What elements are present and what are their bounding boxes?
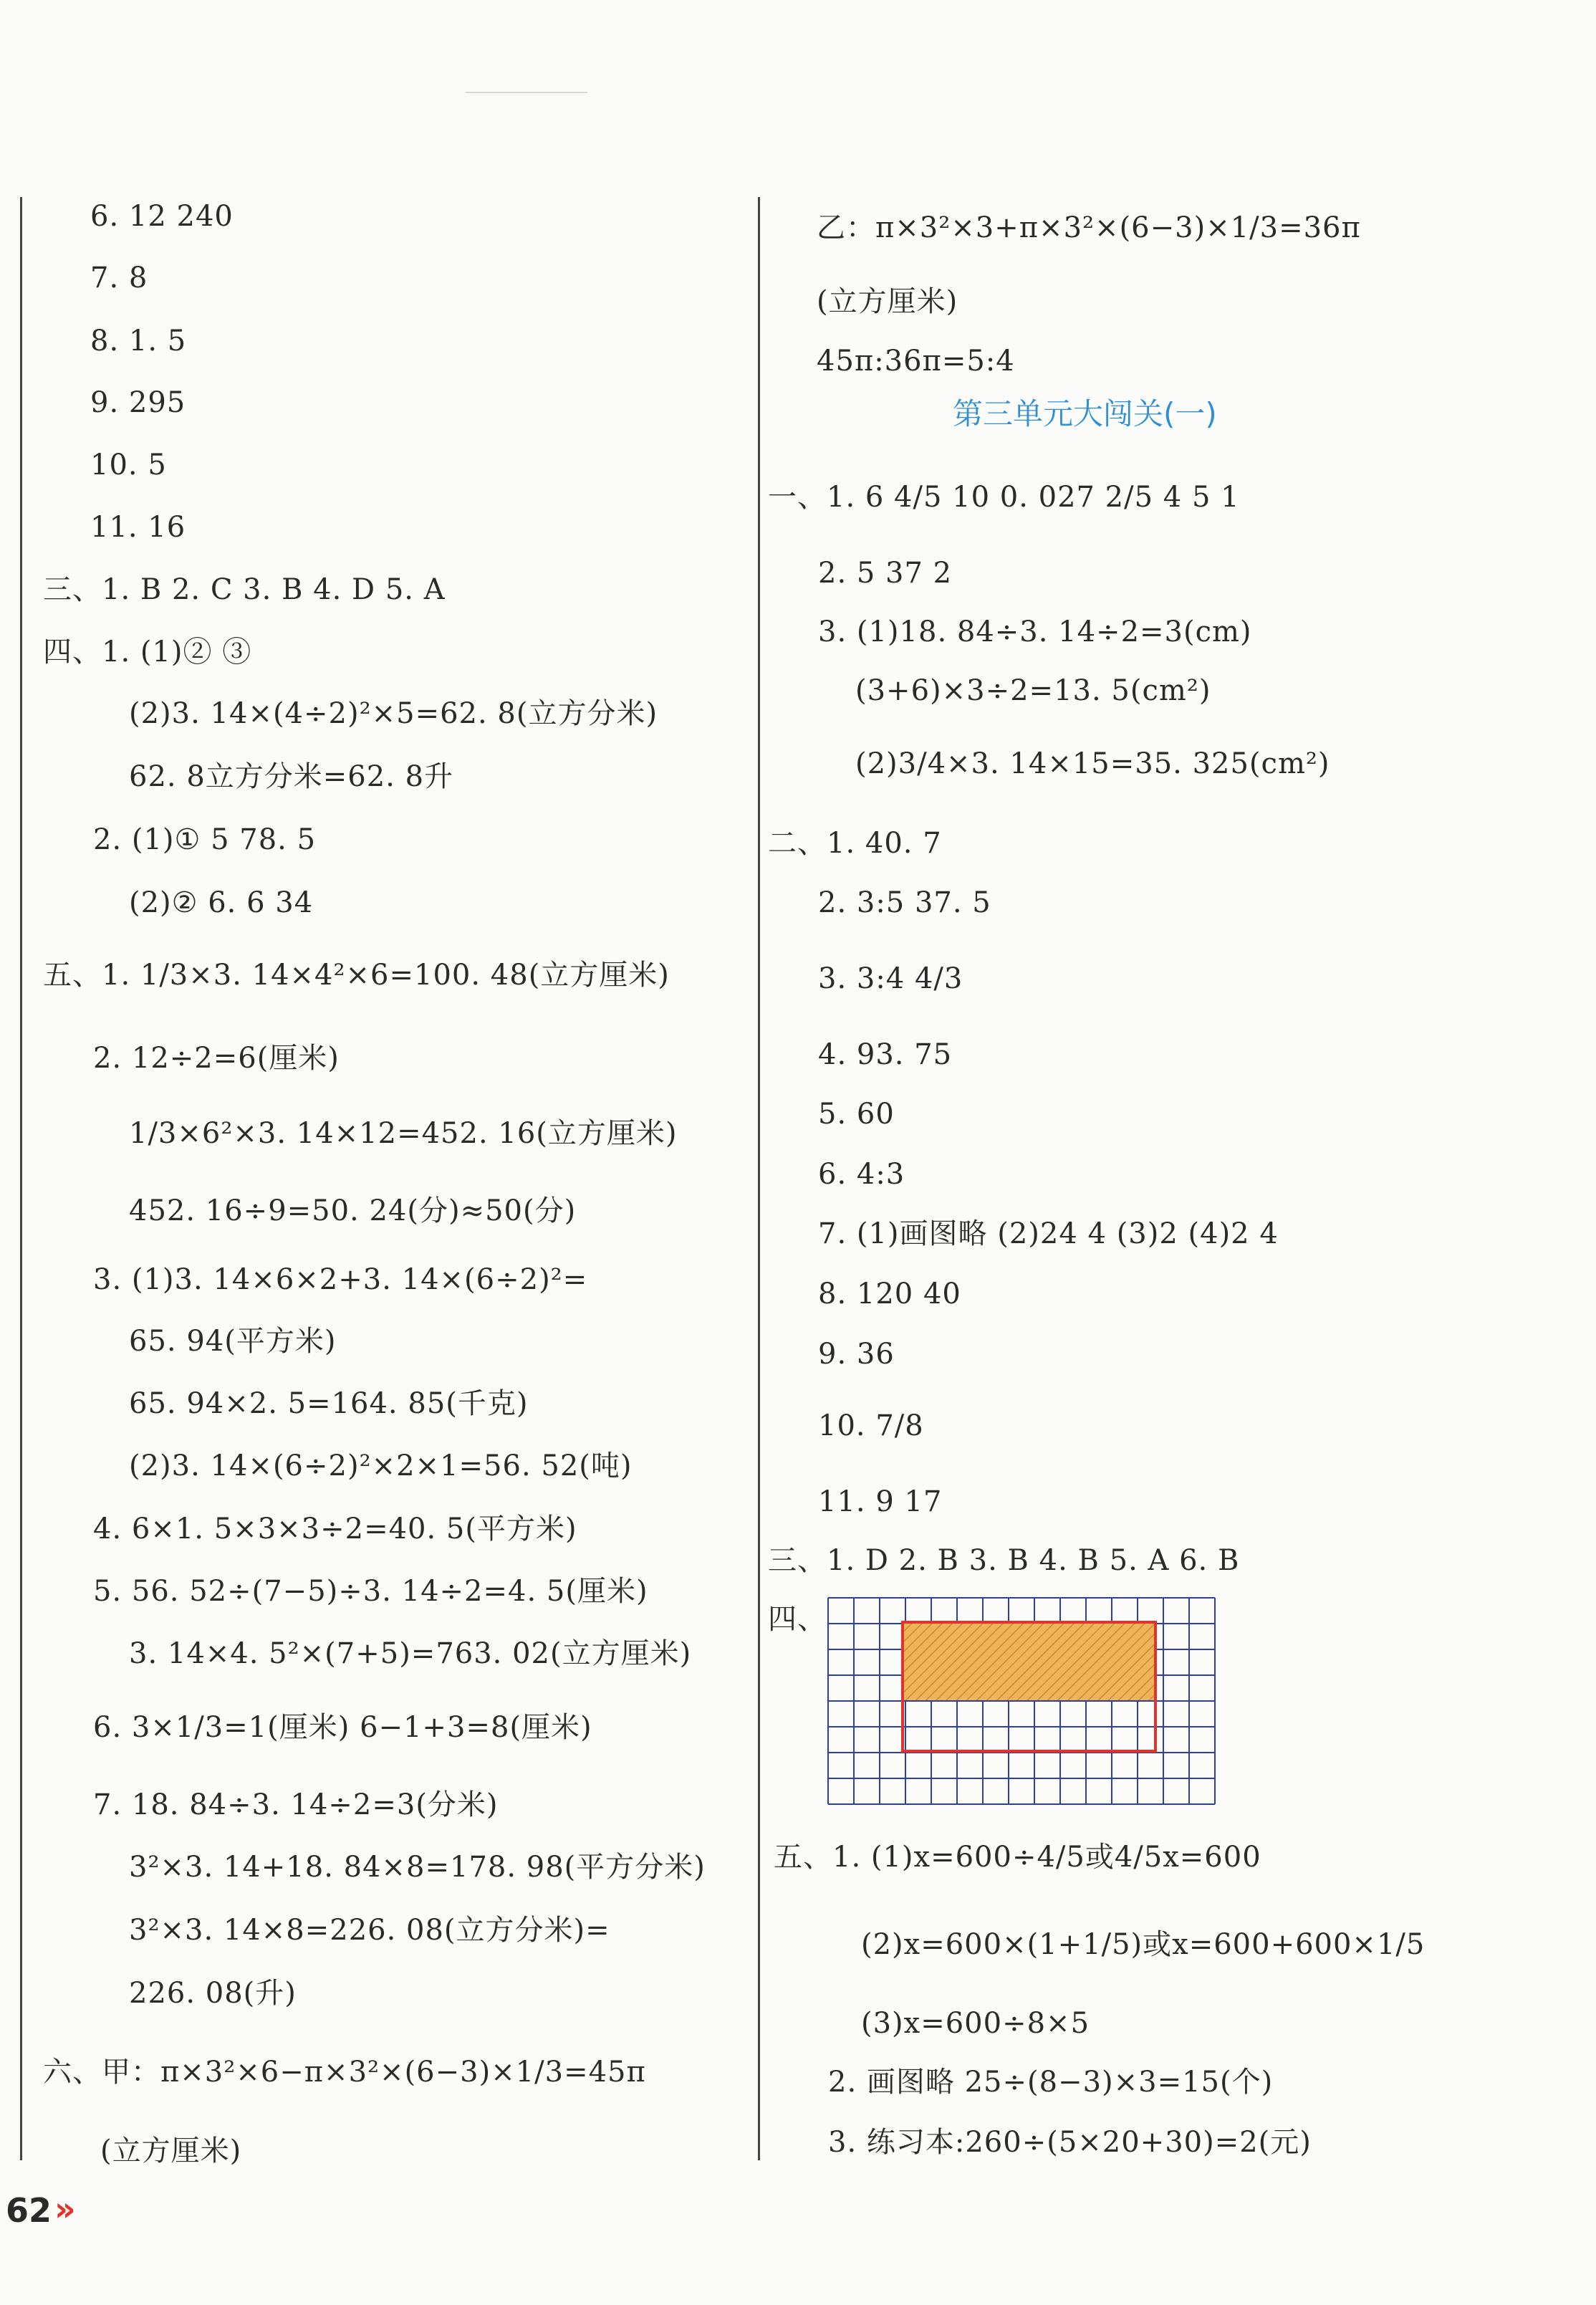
answer-line: 三、1. D 2. B 3. B 4. B 5. A 6. B [768, 1544, 1240, 1577]
answer-line: 6. 4:3 [818, 1158, 905, 1191]
answer-line: 二、1. 40. 7 [768, 827, 942, 860]
answer-line: 三、1. B 2. C 3. B 4. D 5. A [43, 573, 446, 606]
answer-line: 8. 120 40 [818, 1278, 961, 1310]
answer-line: 2. 12÷2=6(厘米) [93, 1042, 340, 1075]
answer-line: 2. 3:5 37. 5 [818, 886, 991, 919]
answer-line: 8. 1. 5 [90, 325, 187, 358]
answer-line: 11. 9 17 [818, 1485, 943, 1518]
answer-line: (3)x=600÷8×5 [861, 2007, 1090, 2040]
answer-line: 45π:36π=5:4 [817, 345, 1015, 378]
answer-line: 65. 94(平方米) [129, 1325, 337, 1358]
answer-line: (2)3/4×3. 14×15=35. 325(cm²) [855, 747, 1330, 780]
answer-line: 五、1. 1/3×3. 14×4²×6=100. 48(立方厘米) [43, 959, 670, 992]
answer-line: 2. 5 37 2 [818, 557, 953, 590]
answer-line: 六、甲：π×3²×6−π×3²×(6−3)×1/3=45π [43, 2056, 646, 2089]
answer-line: (2)x=600×(1+1/5)或x=600+600×1/5 [861, 1928, 1426, 1961]
answer-line: 62. 8立方分米=62. 8升 [129, 760, 454, 793]
answer-line: 6. 12 240 [90, 200, 234, 233]
grid-svg [827, 1596, 1238, 1806]
answer-line: 2. (1)① 5 78. 5 [93, 823, 317, 856]
column-divider [758, 197, 760, 2160]
answer-line: 五、1. (1)x=600÷4/5或4/5x=600 [774, 1841, 1261, 1874]
answer-line: 9. 36 [818, 1338, 895, 1371]
answer-line: 2. 画图略 25÷(8−3)×3=15(个) [828, 2066, 1274, 2099]
answer-line: 4. 93. 75 [818, 1038, 953, 1071]
answer-line: 11. 16 [90, 511, 186, 544]
answer-line: 226. 08(升) [129, 1977, 297, 2010]
answer-line: 65. 94×2. 5=164. 85(千克) [129, 1387, 529, 1420]
answer-line: (立方厘米) [100, 2134, 242, 2167]
answer-line: 10. 7/8 [818, 1409, 924, 1442]
answer-line: 452. 16÷9=50. 24(分)≈50(分) [129, 1194, 577, 1227]
answer-line: 5. 60 [818, 1098, 895, 1131]
answer-line: 3. 练习本:260÷(5×20+30)=2(元) [828, 2126, 1312, 2159]
answer-line: 9. 295 [90, 386, 186, 419]
answer-line: 3. (1)18. 84÷3. 14÷2=3(cm) [818, 615, 1252, 648]
page-arrow-icon: » [54, 2190, 76, 2228]
answer-line: 3. 14×4. 5²×(7+5)=763. 02(立方厘米) [129, 1637, 692, 1670]
grid-figure [827, 1596, 1238, 1808]
answer-line: 3. 3:4 4/3 [818, 962, 963, 995]
answer-line: (2)3. 14×(6÷2)²×2×1=56. 52(吨) [129, 1449, 633, 1482]
answer-line: 6. 3×1/3=1(厘米) 6−1+3=8(厘米) [93, 1711, 592, 1744]
answer-line: (3+6)×3÷2=13. 5(cm²) [855, 674, 1211, 707]
answer-line: 7. 18. 84÷3. 14÷2=3(分米) [93, 1788, 499, 1821]
answer-line: (2)3. 14×(4÷2)²×5=62. 8(立方分米) [129, 697, 658, 730]
answer-line: 3²×3. 14+18. 84×8=178. 98(平方分米) [129, 1851, 706, 1884]
section-title: 第三单元大闯关(一) [953, 396, 1217, 431]
answer-line: 7. 8 [90, 262, 148, 294]
answer-line: (立方厘米) [817, 285, 958, 318]
answer-line: 四、1. (1)② ③ [43, 636, 252, 669]
page-number: 62 [6, 2191, 52, 2230]
shaded-rectangle [903, 1622, 1155, 1700]
left-margin-rule [20, 197, 22, 2160]
answer-line: 四、 [768, 1603, 827, 1636]
answer-line: 乙：π×3²×3+π×3²×(6−3)×1/3=36π [817, 211, 1361, 244]
answer-line: 3. (1)3. 14×6×2+3. 14×(6÷2)²= [93, 1263, 588, 1296]
answer-line: 3²×3. 14×8=226. 08(立方分米)= [129, 1914, 610, 1947]
answer-line: 10. 5 [90, 449, 167, 481]
answer-line: 4. 6×1. 5×3×3÷2=40. 5(平方米) [93, 1513, 577, 1546]
answer-line: (2)② 6. 6 34 [129, 886, 314, 919]
answer-line: 7. (1)画图略 (2)24 4 (3)2 (4)2 4 [818, 1217, 1279, 1250]
answer-line: 1/3×6²×3. 14×12=452. 16(立方厘米) [129, 1117, 678, 1150]
answer-line: 一、1. 6 4/5 10 0. 027 2/5 4 5 1 [768, 481, 1240, 514]
scan-mark [466, 92, 587, 93]
answer-line: 5. 56. 52÷(7−5)÷3. 14÷2=4. 5(厘米) [93, 1575, 648, 1608]
